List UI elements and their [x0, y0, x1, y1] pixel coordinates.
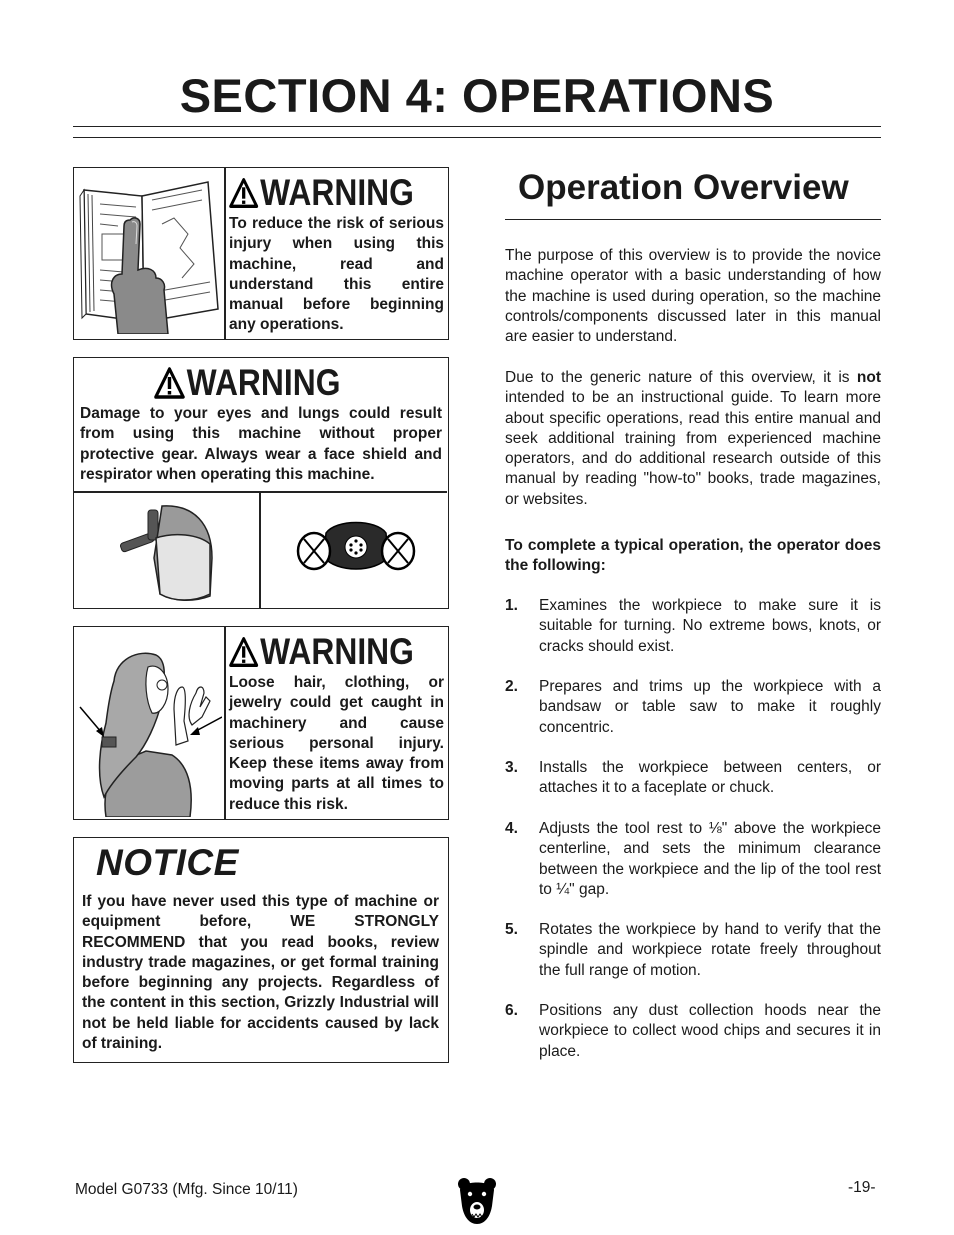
page-number: -19-	[848, 1179, 876, 1196]
title-rule-bottom	[73, 137, 881, 138]
footer-model: Model G0733 (Mfg. Since 10/11)	[75, 1181, 298, 1198]
warning-triangle-icon	[229, 177, 258, 209]
warning-triangle-icon	[154, 367, 185, 399]
steps-intro: To complete a typical operation, the operator does the following:	[505, 537, 881, 575]
divider	[224, 168, 226, 339]
face-shield-icon	[114, 498, 224, 613]
overview-paragraph: Due to the generic nature of this overview, it is not intended to be an instructional guide. To learn more about specific operations, read this entire manual and seek additional training from experienced machine operators, and do additional research outside of this manual by reading "how-to" books, trade magazines, or websites.	[505, 369, 881, 508]
page-title: SECTION 4: OPERATIONS	[179, 69, 775, 122]
warning-heading: WARNING	[229, 174, 414, 211]
warning-triangle-icon	[229, 636, 258, 668]
list-item: 2. Prepares and trims up the workpiece with a bandsaw or table saw to make it roughly concentric.	[505, 678, 881, 736]
respirator-icon	[296, 513, 416, 588]
list-item: 6. Positions any dust collection hoods near the workpiece to collect wood chips and secures it in place.	[505, 1002, 881, 1060]
long-hair-illustration	[76, 641, 222, 822]
warning-box-manual	[73, 167, 449, 340]
heading-rule	[505, 219, 881, 220]
divider	[74, 491, 447, 493]
warning-box-loose-hair	[73, 626, 449, 820]
notice-box	[73, 837, 449, 1063]
notice-heading: NOTICE	[96, 842, 239, 883]
warning-text: Loose hair, clothing, or jewelry could get caught in machinery and cause serious personal injury. Keep these items away from moving parts at all times to reduce this risk.	[229, 674, 444, 813]
list-item: 3. Installs the workpiece between centers, or attaches it to a faceplate or chuck.	[505, 759, 881, 797]
warning-box-protective-gear	[73, 357, 449, 609]
overview-heading: Operation Overview	[518, 168, 849, 207]
warning-text: Damage to your eyes and lungs could result from using this machine without proper protective gear. Always wear a face shield and respirator when operating this machine.	[80, 405, 442, 483]
overview-paragraph: The purpose of this overview is to provide the novice machine operator with a basic understanding of how the machine is used during operation, so the machine controls/components discussed later in this manual are easier to understand.	[505, 247, 881, 346]
list-item: 1. Examines the workpiece to make sure it is suitable for turning. No extreme bows, knots, or cracks should exist.	[505, 597, 881, 655]
list-item: 4. Adjusts the tool rest to ⅛" above the workpiece centerline, and sets the minimum clearance between the workpiece and the lip of the tool rest to ¼" gap.	[505, 820, 881, 898]
warning-heading: WARNING	[154, 364, 340, 401]
divider	[224, 627, 226, 819]
warning-heading: WARNING	[229, 633, 414, 670]
divider	[259, 491, 261, 608]
warning-text: To reduce the risk of serious injury when using this machine, read and understand this entire manual before beginning any operations.	[229, 215, 444, 334]
manual-reading-illustration	[78, 174, 220, 339]
notice-text: If you have never used this type of machine or equipment before, WE STRONGLY RECOMMEND that you read books, review industry trade magazines, or get formal training before beginning any projects. Regardless of the content in this section, Grizzly Industrial will not be held liable for accidents caused by lack of training.	[82, 893, 439, 1053]
list-item: 5. Rotates the workpiece by hand to verify that the spindle and workpiece rotate freely throughout the full range of motion.	[505, 921, 881, 979]
title-rule-top	[73, 126, 881, 127]
grizzly-bear-logo	[456, 1176, 498, 1229]
